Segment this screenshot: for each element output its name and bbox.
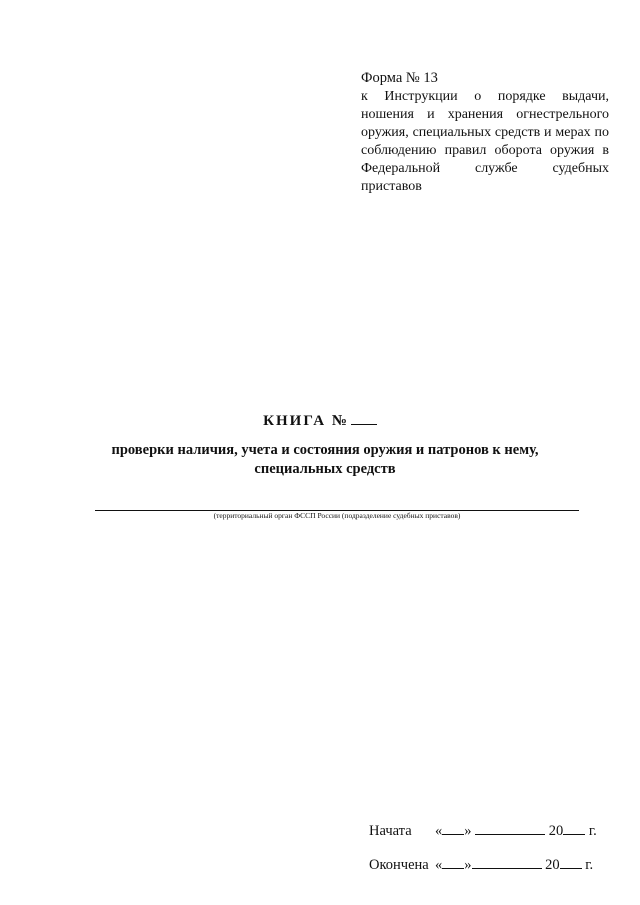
end-year-blank[interactable] (560, 856, 582, 869)
start-day-blank[interactable] (442, 822, 464, 835)
quote-close: » (464, 857, 472, 873)
quote-open: « (435, 857, 443, 873)
quote-close: » (464, 823, 472, 839)
end-day-blank[interactable] (442, 856, 464, 869)
book-label: КНИГА № (263, 413, 349, 429)
form-reference-text: к Инструкции о порядке выдачи, ношения и хранения огнестрельного оружия, специальных средств и мерах по соблюдению правил оборота оружия в Федеральной службе судебных приставов (361, 89, 609, 194)
end-date-row (369, 856, 593, 874)
end-century: 20 (545, 857, 560, 873)
end-month-blank[interactable] (472, 856, 542, 869)
end-year-suffix: г. (585, 857, 594, 873)
start-month-blank[interactable] (475, 822, 545, 835)
book-subtitle: проверки наличия, учета и состояния оружия и патронов к нему, специальных средств (111, 442, 539, 477)
organization-caption: (территориальный орган ФССП России (подразделение судебных приставов) (213, 511, 461, 520)
book-title (0, 412, 640, 430)
form-header (361, 70, 609, 196)
form-number: Форма № 13 (361, 70, 438, 86)
start-year-suffix: г. (588, 823, 597, 839)
start-century: 20 (548, 823, 564, 839)
quote-open: « (435, 823, 443, 839)
start-year-blank[interactable] (563, 822, 585, 835)
book-number-blank[interactable] (351, 412, 377, 425)
end-date-label: Окончена (369, 857, 429, 873)
start-date-row (369, 822, 597, 840)
start-date-label: Начата (369, 823, 412, 839)
